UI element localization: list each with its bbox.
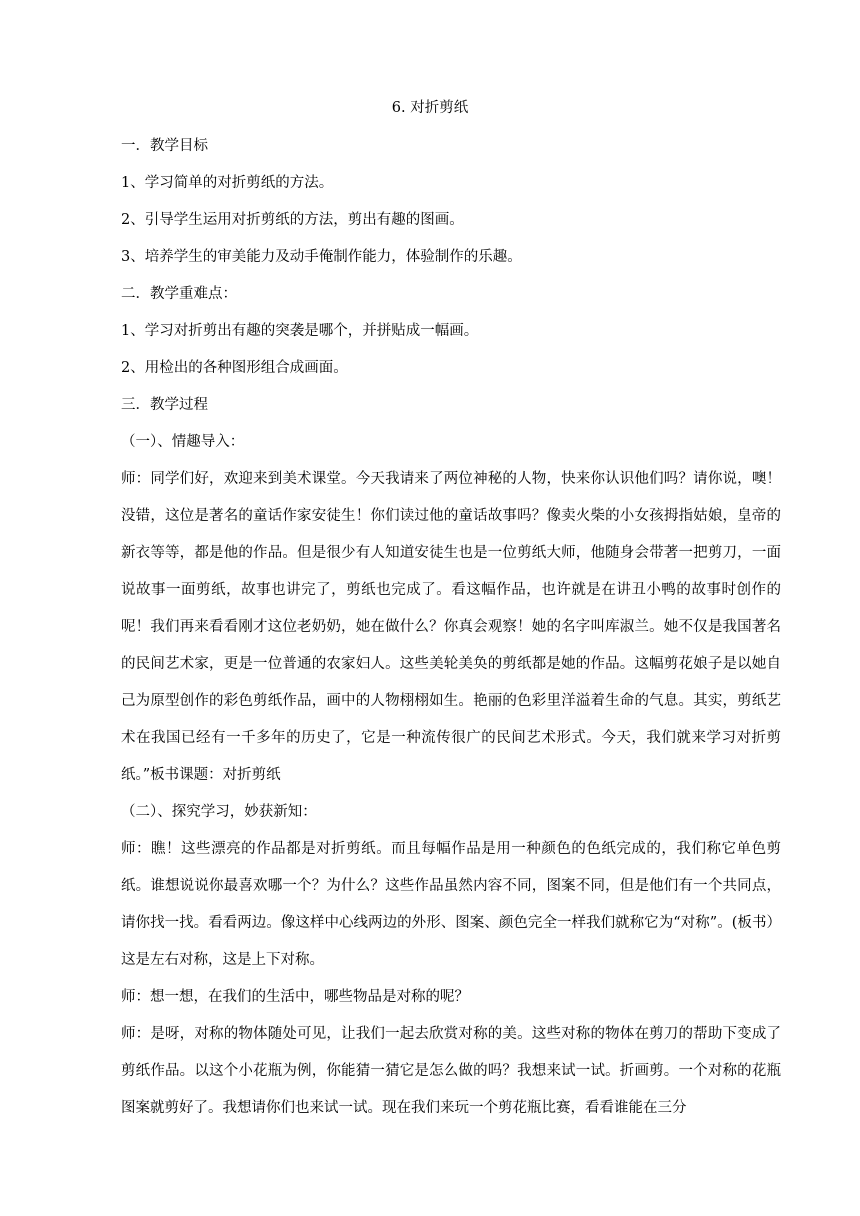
- objective-item: 3、培养学生的审美能力及动手俺制作能力，体验制作的乐趣。: [121, 249, 522, 265]
- subsection-heading-intro: （一）、情趣导入：: [121, 434, 245, 450]
- key-point-item: 2、用检出的各种图形组合成画面。: [121, 360, 348, 376]
- body-paragraph: 师：瞧！这些漂亮的作品都是对折剪纸。而且每幅作品是用一种颜色的色纸完成的，我们称它单色剪纸。谁想说说你最喜欢哪一个？为什么？这些作品虽然内容不同，图案不同，但是他们有一个共同点，请你找一找。看看两边。像这样中心线两边的外形、图案、颜色完全一样我们就称它为“对称”。(板书）这是左右对称，这是上下对称。: [121, 840, 781, 968]
- section-heading-objectives: 一．教学目标: [121, 138, 208, 154]
- key-point-item: 1、学习对折剪出有趣的突袭是哪个，并拼贴成一幅画。: [121, 323, 479, 339]
- document-title: 6. 对折剪纸: [391, 100, 469, 116]
- subsection-heading-explore: （二）、探究学习，妙获新知：: [121, 804, 317, 820]
- objective-item: 1、学习简单的对折剪纸的方法。: [121, 175, 334, 191]
- section-heading-process: 三．教学过程: [121, 397, 208, 413]
- document-body: [121, 136, 781, 1118]
- body-paragraph: 师：是呀，对称的物体随处可见，让我们一起去欣赏对称的美。这些对称的物体在剪刀的帮助下变成了剪纸作品。以这个小花瓶为例，你能猜一猜它是怎么做的吗？我想来试一试。折画剪。一个对称的花瓶图案就剪好了。我想请你们也来试一试。现在我们来玩一个剪花瓶比赛，看看谁能在三分: [121, 1025, 781, 1116]
- body-paragraph: 师：想一想，在我们的生活中，哪些物品是对称的呢？: [121, 989, 469, 1005]
- body-paragraph: 师：同学们好，欢迎来到美术课堂。今天我请来了两位神秘的人物，快来你认识他们吗？请你说，噢！没错，这位是著名的童话作家安徒生！你们读过他的童话故事吗？像卖火柴的小女孩拇指姑娘，皇帝的新衣等等，都是他的作品。但是很少有人知道安徒生也是一位剪纸大师，他随身会带著一把剪刀，一面说故事一面剪纸，故事也讲完了，剪纸也完成了。看这幅作品，也许就是在讲丑小鸭的故事时创作的呢！我们再来看看刚才这位老奶奶，她在做什么？你真会观察！她的名字叫库淑兰。她不仅是我国著名的民间艺术家，更是一位普通的农家妇人。这些美轮美奂的剪纸都是她的作品。这幅剪花娘子是以她自己为原型创作的彩色剪纸作品，画中的人物栩栩如生。艳丽的色彩里洋溢着生命的气息。其实，剪纸艺术在我国已经有一千多年的历史了，它是一种流传很广的民间艺术形式。今天，我们就来学习对折剪纸。”板书课题：对折剪纸: [121, 470, 781, 783]
- objective-item: 2、引导学生运用对折剪纸的方法，剪出有趣的图画。: [121, 212, 464, 228]
- section-heading-key-points: 二．教学重难点：: [121, 286, 237, 302]
